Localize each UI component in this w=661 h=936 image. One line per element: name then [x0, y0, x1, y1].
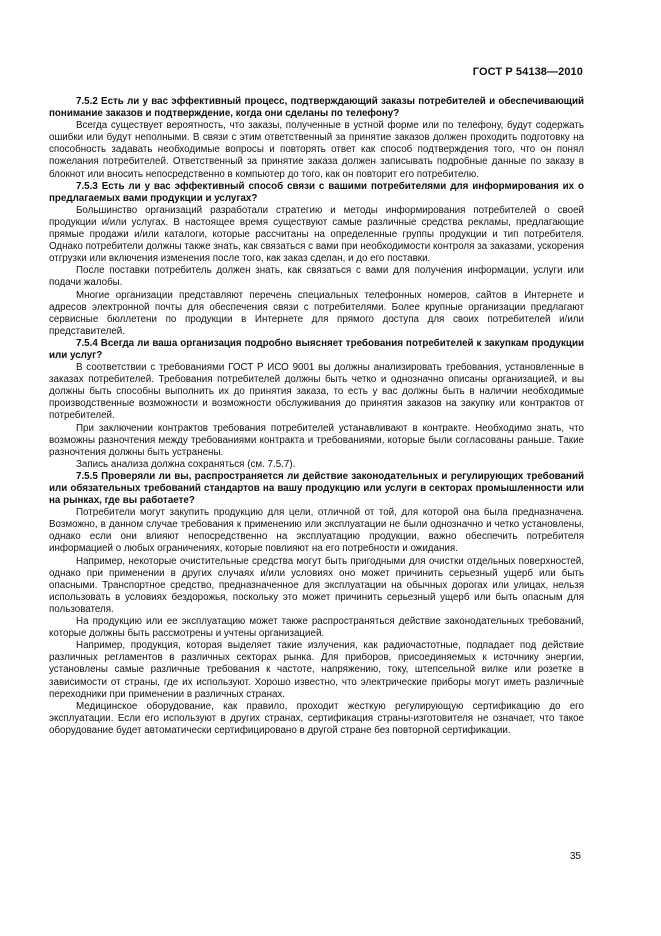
section-heading-7-5-5: 7.5.5 Проверяли ли вы, распространяется ли действие законодательных и регулирующих требований или обязательных требований стандартов на вашу продукцию или услуги в секторах промышленности или на рынках, где вы работаете? — [49, 470, 584, 507]
section-heading-7-5-2: 7.5.2 Есть ли у вас эффективный процесс, подтверждающий заказы потребителей и обеспечивающий понимание заказов и подтверждение, когда они сделаны по телефону? — [49, 96, 584, 120]
page-number: 35 — [569, 851, 581, 862]
section-heading-7-5-4: 7.5.4 Всегда ли ваша организация подробно выясняет требования потребителей к закупкам продукции или услуг? — [49, 337, 584, 361]
paragraph: Всегда существует вероятность, что заказы, полученные в устной форме или по телефону, будут содержать ошибки или будут неполными. В связи с этим ответственный за принятие заказов должен проходить подготовку на способность задавать необходимые вопросы и повторять ответ как способ подтверждения того, что он понял пожелания потребителей. Ответственный за принятие заказа должен записывать подробные данные по заказу в блокнот или вносить непосредственно в компьютер до того, как он повторит его потребителю. — [49, 120, 584, 180]
paragraph: Например, некоторые очистительные средства могут быть пригодными для очистки отдельных поверхностей, однако при применении в других случаях и/или условиях оно может причинить серьезный ущерб или быть опасными. Транспортное средство, предназначенное для эксплуатации на обычных дорогах или улицах, нельзя использовать в условиях бездорожья, поскольку это может причинить серьезный ущерб или быть опасным для пользователя. — [49, 555, 584, 615]
paragraph: Медицинское оборудование, как правило, проходит жесткую регулирующую сертификацию до его эксплуатации. Если его используют в других странах, сертификация страны-изготовителя не означает, что такое оборудование будет автоматически сертифицировано в другой стране без повторной сертификации. — [49, 700, 584, 736]
paragraph: При заключении контрактов требования потребителей устанавливают в контракте. Необходимо знать, что возможны разночтения между требованиями контракта и требованиями, которые были согласованы раньше. Такие разночтения должны быть устранены. — [49, 422, 584, 458]
page-body — [49, 96, 584, 737]
paragraph: После поставки потребитель должен знать, как связаться с вами для получения информации, услуги или подачи жалобы. — [49, 265, 584, 289]
document-code: ГОСТ Р 54138—2010 — [472, 66, 583, 78]
paragraph: Запись анализа должна сохраняться (см. 7.5.7). — [76, 458, 296, 470]
paragraph: На продукцию или ее эксплуатацию может также распространяться действие законодательных требований, которые должны быть рассмотрены и учтены организацией. — [49, 616, 584, 640]
section-heading-7-5-3: 7.5.3 Есть ли у вас эффективный способ связи с вашими потребителями для информирования их о предлагаемых вами продукции и услугах? — [49, 180, 584, 204]
paragraph: Большинство организаций разработали стратегию и методы информирования потребителей о своей продукции и/или услугах. В настоящее время существуют самые различные средства рекламы, предлагающие прямые продажи и/или каталоги, которые рассчитаны на определенные группы продукции и тип потребителя. Однако потребители должны также знать, как связаться с вами при необходимости контроля за заказами, ускорения отгрузки или включения изменения после того, как заказ сделан, и до его поставки. — [49, 204, 584, 265]
paragraph: Многие организации представляют перечень специальных телефонных номеров, сайтов в Интернете и адресов электронной почты для обеспечения связи с потребителями. Более крупные организации предлагают сервисные бюллетени по продукции в Интернете для прямого доступа для своих потребителей и/или представителей. — [49, 289, 584, 337]
paragraph: Например, продукция, которая выделяет такие излучения, как радиочастотные, подпадает под действие различных регламентов в различных секторах рынка. Для приборов, присоединяемых к источнику энергии, установлены самые различные требования к частоте, напряжению, току, штепсельной вилке или розетке в зависимости от страны, где их используют. Хорошо известно, что электрические приборы могут иметь различные переходники при применении в различных странах. — [49, 640, 584, 700]
paragraph: Потребители могут закупить продукцию для цели, отличной от той, для которой она была предназначена. Возможно, в данном случае требования к применению или эксплуатации не были однозначно и четко установлены, однако если они влияют непосредственно на эксплуатацию продукции, важно обеспечить потребителя информацией о любых ограничениях, которые повлияют на его потребности и ожидания. — [49, 507, 584, 555]
paragraph: В соответствии с требованиями ГОСТ Р ИСО 9001 вы должны анализировать требования, установленные в заказах потребителей. Требования потребителей должны быть четко и однозначно описаны организацией, и вы должны быть способны выполнить их до принятия заказа, то есть у вас должны быть в наличии необходимые производственные возможности и возможности обслуживания до принятия заказов на закупку или контрактов от потребителей. — [49, 362, 584, 422]
